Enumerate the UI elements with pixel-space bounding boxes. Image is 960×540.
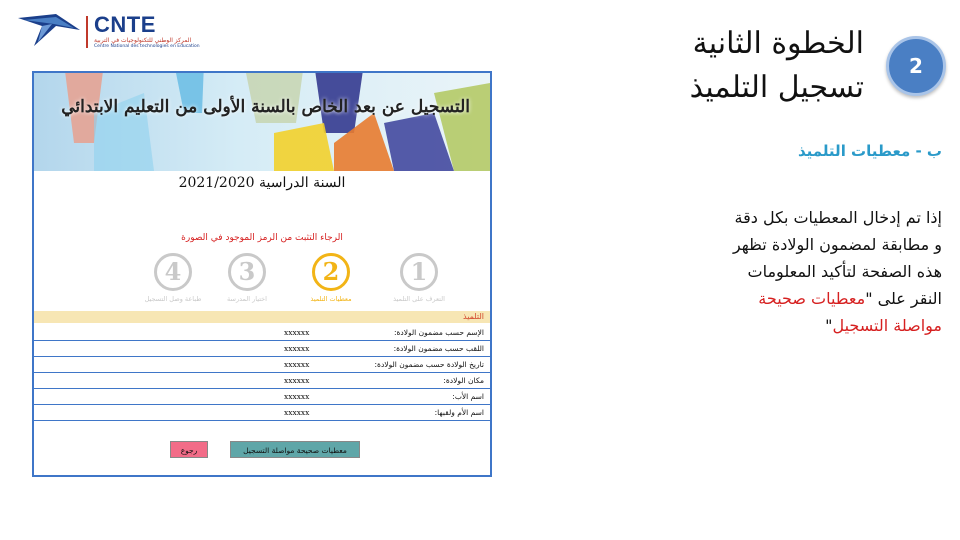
logo-divider (86, 16, 88, 48)
progress-step-2 (286, 253, 376, 303)
instructions-text (682, 204, 942, 339)
logo-name: CNTE (94, 12, 156, 37)
step-1-label: التعرف على التلميذ (393, 295, 445, 303)
student-section-header: التلميذ (34, 311, 490, 323)
row-label: اسم الأب: (452, 392, 484, 401)
instructions-line2: و مطابقة لمضمون الولادة تظهر (732, 235, 942, 254)
registration-screenshot (32, 71, 492, 477)
instructions-line4 (682, 285, 942, 312)
instructions-highlight-1: معطيات صحيحة (758, 289, 866, 308)
step-1-number: 1 (400, 253, 438, 291)
step-3-label: اختيار المدرسة (227, 295, 267, 303)
step-number-badge: 2 (886, 36, 946, 96)
row-value: xxxxxx (284, 376, 310, 385)
step-title-line1: الخطوة الثانية (692, 26, 864, 61)
instructions-line5-suffix: " (825, 316, 833, 335)
step-4-label: طباعة وصل التسجيل (144, 295, 202, 303)
progress-step-1 (374, 253, 464, 303)
table-row (34, 325, 490, 341)
row-value: xxxxxx (284, 360, 310, 369)
logo-subtitle-fr: Centre National des technologies en Education (94, 44, 200, 49)
row-value: xxxxxx (284, 344, 310, 353)
student-data-table (34, 325, 490, 421)
cnte-logo (16, 10, 256, 50)
row-label: الإسم حسب مضمون الولادة: (393, 328, 484, 337)
step-2-number: 2 (312, 253, 350, 291)
banner (34, 73, 490, 171)
table-row (34, 405, 490, 421)
instructions-highlight-2: مواصلة التسجيل (832, 316, 942, 335)
captcha-notice: الرجاء التثبت من الرمز الموجود في الصورة (181, 233, 343, 243)
row-label: اللقب حسب مضمون الولادة: (393, 344, 484, 353)
row-label: اسم الأم ولقبها: (434, 408, 484, 417)
table-row (34, 389, 490, 405)
row-value: xxxxxx (284, 408, 310, 417)
table-row (34, 373, 490, 389)
banner-title: التسجيل عن بعد الخاص بالسنة الأولى من التعليم الابتدائي (61, 97, 470, 117)
logo-subtitle-ar: المركز الوطني للتكنولوجيات في التربية (94, 37, 192, 44)
table-row (34, 341, 490, 357)
step-title-line2: تسجيل التلميذ (689, 70, 864, 105)
row-label: تاريخ الولادة حسب مضمون الولادة: (374, 360, 484, 369)
step-4-number: 4 (154, 253, 192, 291)
school-year: السنة الدراسية 2021/2020 (178, 175, 346, 191)
back-button[interactable]: رجوع (170, 441, 208, 458)
step-3-number: 3 (228, 253, 266, 291)
instructions-line4-prefix: النقر على " (865, 289, 942, 308)
row-value: xxxxxx (284, 392, 310, 401)
step-2-label: معطيات التلميذ (310, 295, 352, 303)
cnte-bird-icon (16, 12, 82, 48)
row-label: مكان الولادة: (443, 376, 484, 385)
section-title: ب - معطيات التلميذ (797, 142, 942, 160)
table-row (34, 357, 490, 373)
instructions-line5 (682, 312, 942, 339)
progress-steps (34, 253, 490, 309)
row-value: xxxxxx (284, 328, 310, 337)
step-title (690, 22, 864, 110)
instructions-line1: إذا تم إدخال المعطيات بكل دقة (734, 208, 942, 227)
crayons-image (34, 73, 490, 171)
instructions-line3: هذه الصفحة لتأكيد المعلومات (747, 262, 942, 281)
confirm-data-button[interactable]: معطيات صحيحة مواصلة التسجيل (230, 441, 360, 458)
progress-step-4 (128, 253, 218, 303)
